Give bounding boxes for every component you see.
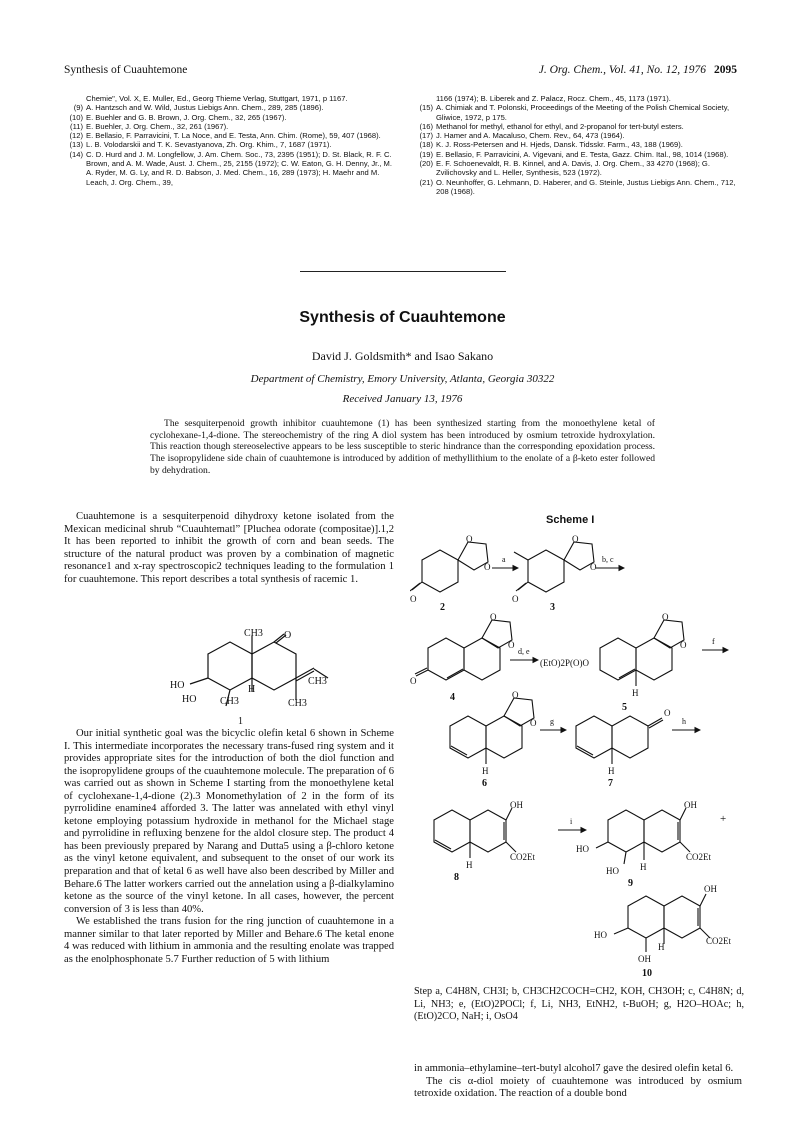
reference-number: (16) xyxy=(419,121,433,131)
scheme-o-label: O xyxy=(410,676,417,686)
body-column-right xyxy=(414,1063,742,1101)
journal-name: J. Org. Chem., Vol. 41, No. 12, 1976 xyxy=(538,64,706,76)
arrow-label-bc: b, c xyxy=(602,555,614,564)
scheme-h-label: H xyxy=(466,860,473,870)
scheme-ho-label: HO xyxy=(606,866,619,876)
struct1-ch3-right: CH3 xyxy=(288,698,307,709)
body-paragraph-4: The cis α-diol moiety of cuauhtemone was introduced by osmium tetroxide oxidation. The reaction of a double bond xyxy=(414,1075,742,1100)
scheme-o-label: O xyxy=(662,612,669,622)
reference-text: Methanol for methyl, ethanol for ethyl, and 2-propanol for tert-butyl esters. xyxy=(436,121,684,131)
scheme-o-label: O xyxy=(512,690,519,700)
scheme-o-label: O xyxy=(572,534,579,544)
received-date: Received January 13, 1976 xyxy=(342,393,463,405)
reference-number: (15) xyxy=(419,103,433,113)
scheme-o-label: O xyxy=(466,534,473,544)
enolphosphonate-label: (EtO)2P(O)O xyxy=(540,658,589,668)
reference-text: 1166 (1974); B. Liberek and Z. Palacz, Rocz. Chem., 45, 1173 (1971). xyxy=(436,94,671,103)
reference-entry xyxy=(64,113,396,122)
reference-text: K. J. Ross-Petersen and H. Hjeds, Dansk. Tidsskr. Farm., 43, 188 (1969). xyxy=(436,140,683,150)
compound-label-7: 7 xyxy=(608,778,613,789)
reference-number: (21) xyxy=(419,177,433,187)
body-paragraph-3: We established the trans fusion for the ring junction of cuauhtemone in a manner similar to that later reported by Miller and Behare.6 The ketal enone 4 was reduced with lithium in ammonia and the resulting enolate was trapped as the enolphosphonate 5.7 Further reduction of 5 with lithium xyxy=(64,916,394,965)
reference-text: E. Buehler and G. B. Brown, J. Org. Chem., 32, 265 (1967). xyxy=(86,112,287,122)
arrow-label-de: d, e xyxy=(518,647,530,656)
article-affiliation: Department of Chemistry, Emory University, Atlanta, Georgia 30322 xyxy=(250,373,555,385)
struct1-ho-1: HO xyxy=(170,680,185,691)
scheme-h-label: H xyxy=(608,766,615,776)
body-paragraph-2: Our initial synthetic goal was the bicyclic olefin ketal 6 shown in Scheme I. This intermediate incorporates the necessary trans-fused ring system and it provides appropriate sites for the introduction of both the diol function and the isopropylidene groups of the cuauhtemone molecule. The preparation of 6 was carried out as shown in Scheme I starting from the monoethylene ketal of cyclohexane-1,4-dione (2).3 Monomethylation of 2 in the form of its pyrrolidine enamine4 afforded 3. The latter was annelated with ethyl vinyl ketone employing potassium hydroxide in methanol for the Michael stage and pyrrolidine in refluxing benzene for the aldol closure step. The product 4 has been previously prepared by Narang and Dutta5 using a β-chloro ketone as the vinyl ketone equivalent, and subsequent to the onset of our work its preparation and that of ketal 6 as well have also been described by Miller and Behare.6 The latter workers carried out the annelation using a β-dialkylamino ketone as the source of the vinyl ketone. In all cases, however, the percent conversion of 3 is less than 40%. xyxy=(64,728,394,915)
body-column-left-bottom xyxy=(64,728,394,966)
scheme-ho-label: HO xyxy=(576,844,589,854)
reference-entry xyxy=(414,131,740,140)
reference-text: Chemie", Vol. X, E. Muller, Ed., Georg Thieme Verlag, Stuttgart, 1971, p 1167. xyxy=(86,94,348,103)
reference-entry xyxy=(414,122,740,131)
scheme-oh-label: OH xyxy=(684,800,697,810)
scheme-h-label: H xyxy=(640,862,647,872)
struct1-ch3-top: CH3 xyxy=(244,628,263,639)
scheme-plus-sign: + xyxy=(720,813,727,825)
scheme-co2et-label: CO2Et xyxy=(510,852,536,862)
body-column-left-top xyxy=(64,511,394,586)
scheme-o-label: O xyxy=(410,594,417,604)
running-title: Synthesis of Cuauhtemone xyxy=(64,64,188,76)
arrow-label-h: h xyxy=(682,717,686,726)
scheme-h-label: H xyxy=(632,688,639,698)
arrow-label-i: i xyxy=(570,817,573,826)
scheme-steps-caption: Step a, C4H8N, CH3I; b, CH3CH2COCH=CH2, KOH, CH3OH; c, C4H8N; d, Li, NH3; e, (EtO)2POCl; f, Li, NH3, EtNH2, t-BuOH; g, H2O–HOAc; h, (EtO)2CO, NaH; i, OsO4 xyxy=(414,986,744,1022)
body-paragraph-continuation: in ammonia–ethylamine–tert-butyl alcohol7 gave the desired olefin ketal 6. xyxy=(414,1063,734,1074)
reference-entry xyxy=(414,150,740,159)
references-left-column xyxy=(64,94,396,187)
reference-entry xyxy=(64,122,396,131)
references-right-column xyxy=(414,94,740,196)
struct1-ho-2: HO xyxy=(182,694,197,705)
reference-text: A. Chimiak and T. Polonski, Proceedings of the Meeting of the Polish Chemical Society, Gliwice, 1972, p 175. xyxy=(436,103,730,122)
reference-text: E. Bellasio, F. Parravicini, A. Vigevani, and E. Testa, Gazz. Chim. Ital., 98, 1014 (1968). xyxy=(436,149,729,159)
scheme-o-label: O xyxy=(680,640,687,650)
reference-number: (12) xyxy=(69,131,83,141)
reference-number: (20) xyxy=(419,159,433,169)
reference-text: J. Hamer and A. Macaluso, Chem. Rev., 64, 473 (1964). xyxy=(436,131,625,141)
compound-label-8: 8 xyxy=(454,872,459,883)
reference-entry xyxy=(64,131,396,140)
reference-text: E. Bellasio, F. Parravicini, T. La Noce, and E. Testa, Ann. Chim. (Rome), 59, 407 (1968). xyxy=(86,131,381,141)
reference-number: (11) xyxy=(70,121,83,131)
reference-number: (13) xyxy=(69,140,83,150)
reference-entry xyxy=(64,94,396,103)
scheme-h-label: H xyxy=(658,942,665,952)
reference-entry xyxy=(414,94,740,103)
scheme-co2et-label: CO2Et xyxy=(686,852,712,862)
body-paragraph-1: Cuauhtemone is a sesquiterpenoid dihydroxy ketone isolated from the Mexican medicinal shrub “Cuauhtematl” [Pluchea odorate (compositae)].1,2 It has been reported to inhibit the growth of corn and bean seeds. The structure of the natural product was proven by a combination of magnetic resonance1 and x-ray spectroscopic2 techniques leading to the formulation 1 for cuauhtemone. This report describes a total synthesis of racemic 1. xyxy=(64,511,394,585)
arrow-label-g: g xyxy=(550,717,554,726)
reference-entry xyxy=(414,103,740,122)
scheme-oh-label: OH xyxy=(704,884,717,894)
scheme-o-label: O xyxy=(508,640,515,650)
reference-number: (10) xyxy=(69,112,83,122)
scheme-o-label: O xyxy=(512,594,519,604)
reference-number xyxy=(414,94,436,103)
compound-label-6: 6 xyxy=(482,778,487,789)
struct1-ch3-side: CH3 xyxy=(308,676,327,687)
compound-label-4: 4 xyxy=(450,692,455,703)
compound-label-9: 9 xyxy=(628,878,633,889)
compound-label-3: 3 xyxy=(550,602,555,613)
article-authors: David J. Goldsmith* and Isao Sakano xyxy=(311,349,494,363)
arrow-label-f: f xyxy=(712,637,715,646)
scheme-o-label: O xyxy=(664,708,671,718)
compound-label-10: 10 xyxy=(642,968,652,979)
abstract: The sesquiterpenoid growth inhibitor cuauhtemone (1) has been synthesized starting from the monoethylene ketal of cyclohexane-1,4-dione. The stereochemistry of the ring A diol system has been introduced by osmium tetroxide hydroxylation. This reaction though stereoselective appears to be less susceptible to steric hindrance than the corresponding epoxidation process. The isopropylidene side chain of cuauhtemone is introduced by addition of methyllithium to the enolate of a β-keto ester followed by dehydration. xyxy=(150,418,655,476)
reference-entry xyxy=(64,150,396,187)
scheme-o-label: O xyxy=(484,562,491,572)
compound-label-1: 1 xyxy=(238,716,243,726)
page-number: 2095 xyxy=(714,64,737,76)
reference-number: (17) xyxy=(419,131,433,141)
scheme-oh-label: OH xyxy=(638,954,651,964)
struct1-ch3-bottom: CH3 xyxy=(220,696,239,707)
reference-entry xyxy=(64,140,396,149)
reference-number xyxy=(64,94,86,103)
scheme-o-label: O xyxy=(490,612,497,622)
struct1-h: H xyxy=(248,684,256,695)
reference-text: A. Hantzsch and W. Wild, Justus Liebigs Ann. Chem., 289, 285 (1896). xyxy=(86,103,324,113)
scheme-co2et-label: CO2Et xyxy=(706,936,732,946)
reference-text: L. B. Volodarskii and T. K. Sevastyanova, Zh. Org. Khim., 7, 1687 (1971). xyxy=(86,140,332,150)
structure-1-figure xyxy=(160,626,340,726)
reference-number: (19) xyxy=(419,149,433,159)
scheme-oh-label: OH xyxy=(510,800,523,810)
reference-text: E. Buehler, J. Org. Chem., 32, 261 (1967). xyxy=(86,121,229,131)
scheme-ho-label: HO xyxy=(594,930,607,940)
reference-text: E. F. Schoenevaldt, R. B. Kinnel, and A. Davis, J. Org. Chem., 33 4270 (1968); G. Zvilichovsky and L. Heller, Synthesis, 523 (1972). xyxy=(436,159,710,178)
section-divider xyxy=(300,271,506,272)
reference-entry xyxy=(414,140,740,149)
reference-entry xyxy=(64,103,396,112)
scheme-o-label: O xyxy=(590,562,597,572)
scheme-o-label: O xyxy=(530,718,537,728)
scheme-1-figure xyxy=(410,530,745,1060)
reference-number: (14) xyxy=(69,149,83,159)
compound-label-2: 2 xyxy=(440,602,445,613)
arrow-label-a: a xyxy=(502,555,506,564)
reference-text: C. D. Hurd and J. M. Longfellow, J. Am. Chem. Soc., 73, 2395 (1951); D. St. Black, R. F. C. Brown, and A. M. Wade, Aust. J. Chem., 25, 2155 (1972); C. W. Eaton, G. H. Denny, Jr., M. A. Ryder, M. G. Ly, and R. D. Babson, J. Med. Chem., 16, 289 (1973); H. Maehr and M. Leach, J. Org. Chem., 39, xyxy=(86,149,392,187)
scheme-h-label: H xyxy=(482,766,489,776)
scheme-label: Scheme I xyxy=(546,514,595,526)
reference-number: (9) xyxy=(73,103,83,113)
reference-entry xyxy=(414,178,740,197)
reference-text: O. Neunhoffer, G. Lehmann, D. Haberer, and G. Steinle, Justus Liebigs Ann. Chem., 712, 208 (1968). xyxy=(436,177,736,196)
reference-entry xyxy=(414,159,740,178)
struct1-oxo: O xyxy=(284,630,292,641)
journal-citation xyxy=(539,64,737,76)
compound-label-5: 5 xyxy=(622,702,627,713)
article-title: Synthesis of Cuauhtemone xyxy=(299,309,506,326)
reference-number: (18) xyxy=(419,140,433,150)
